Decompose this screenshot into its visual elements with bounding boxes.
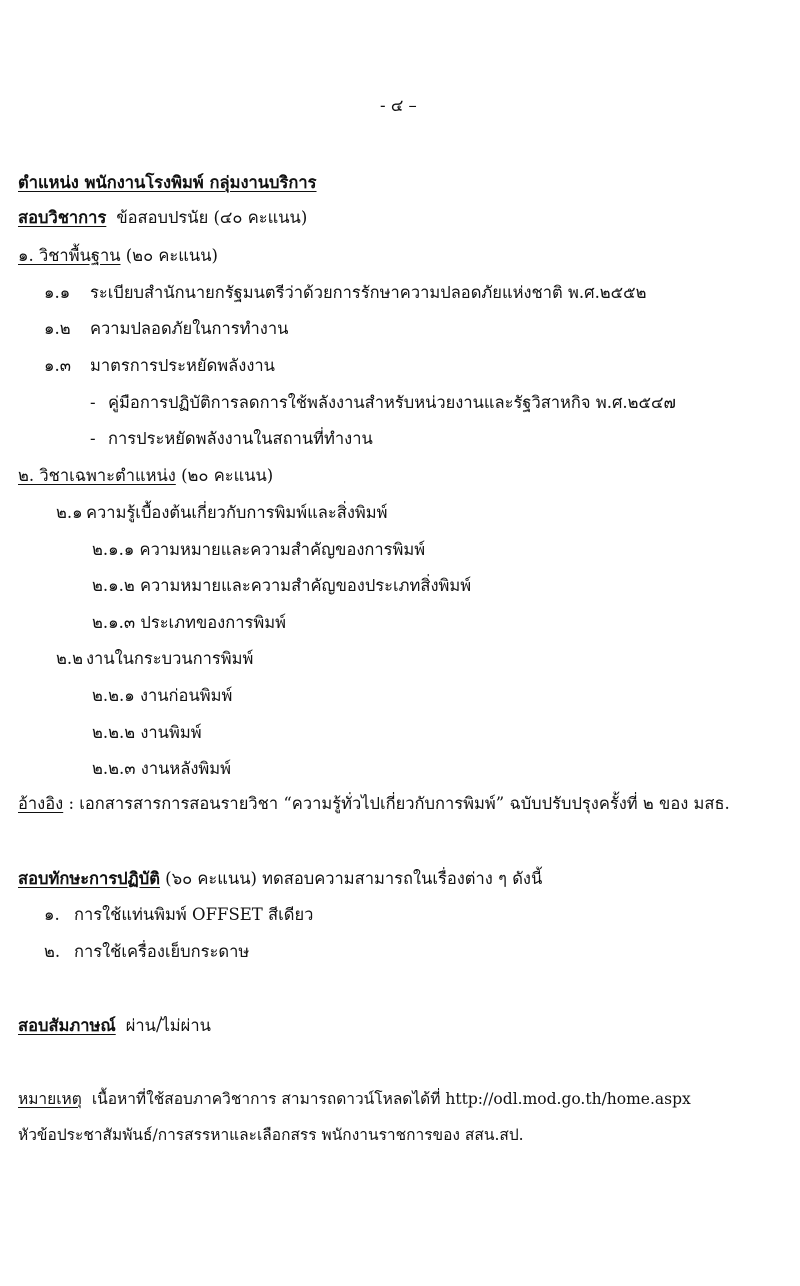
reference-line	[18, 793, 730, 815]
interview-line	[18, 1015, 211, 1037]
note-line-2: หัวข้อประชาสัมพันธ์/การสรรหาและเลือกสรร พนักงานราชการของ สสน.สป.	[18, 1126, 524, 1144]
note-url-link[interactable]: http://odl.mod.go.th/home.aspx	[445, 1090, 691, 1108]
practical-item-1	[44, 904, 313, 926]
item-number: ๑.๓	[44, 356, 71, 375]
subitem-text: การประหยัดพลังงานในสถานที่ทำงาน	[108, 429, 373, 448]
specific-subject-points: (๒๐ คะแนน)	[181, 466, 274, 485]
specific-group-2-item-3: ๒.๒.๓ งานหลังพิมพ์	[92, 759, 232, 778]
group-number: ๒.๑	[56, 503, 83, 522]
note-label: หมายเหตุ	[18, 1090, 82, 1108]
specific-group-1-item-3: ๒.๑.๓ ประเภทของการพิมพ์	[92, 613, 286, 632]
bullet-dash: -	[90, 429, 96, 448]
interview-label: สอบสัมภาษณ์	[18, 1016, 116, 1035]
position-title: ตำแหน่ง พนักงานโรงพิมพ์ กลุ่มงานบริการ	[18, 173, 317, 192]
basic-item-1	[44, 282, 647, 304]
reference-label: อ้างอิง	[18, 794, 64, 813]
academic-exam-detail: ข้อสอบปรนัย (๔๐ คะแนน)	[116, 208, 308, 227]
specific-group-2-item-2: ๒.๒.๒ งานพิมพ์	[92, 723, 202, 742]
academic-exam-line	[18, 207, 307, 229]
item-number: ๒.	[44, 942, 61, 961]
specific-group-2-item-1: ๒.๒.๑ งานก่อนพิมพ์	[92, 686, 233, 705]
page-number: - ๔ –	[380, 96, 417, 115]
item-text: ระเบียบสำนักนายกรัฐมนตรีว่าด้วยการรักษาความปลอดภัยแห่งชาติ พ.ศ.๒๕๕๒	[90, 283, 647, 302]
item-text: มาตรการประหยัดพลังงาน	[90, 356, 275, 375]
practical-exam-line	[18, 868, 542, 890]
interview-detail: ผ่าน/ไม่ผ่าน	[125, 1016, 211, 1035]
specific-group-2	[56, 648, 253, 670]
group-number: ๒.๒	[56, 649, 83, 668]
item-text: การใช้แท่นพิมพ์ OFFSET สีเดียว	[74, 905, 314, 924]
note-line-1	[18, 1088, 691, 1110]
practical-exam-label: สอบทักษะการปฏิบัติ	[18, 869, 160, 888]
specific-subject-label: ๒. วิชาเฉพาะตำแหน่ง	[18, 466, 176, 485]
basic-item-2	[44, 318, 288, 340]
group-text: งานในกระบวนการพิมพ์	[86, 649, 254, 668]
specific-group-1	[56, 502, 388, 524]
group-text: ความรู้เบื้องต้นเกี่ยวกับการพิมพ์และสิ่งพิมพ์	[86, 503, 388, 522]
bullet-dash: -	[90, 393, 96, 412]
item-text: การใช้เครื่องเย็บกระดาษ	[74, 942, 250, 961]
academic-exam-label: สอบวิชาการ	[18, 208, 107, 227]
reference-text: : เอกสารสารการสอนรายวิชา “ความรู้ทั่วไปเกี่ยวกับการพิมพ์” ฉบับปรับปรุงครั้งที่ ๒ ของ มสธ.	[68, 794, 730, 813]
specific-group-1-item-2: ๒.๑.๒ ความหมายและความสำคัญของประเภทสิ่งพิมพ์	[92, 576, 472, 595]
specific-group-1-item-1: ๒.๑.๑ ความหมายและความสำคัญของการพิมพ์	[92, 540, 426, 559]
item-number: ๑.๒	[44, 319, 71, 338]
specific-subject-heading	[18, 465, 273, 487]
item-text: ความปลอดภัยในการทำงาน	[90, 319, 289, 338]
subitem-text: คู่มือการปฏิบัติการลดการใช้พลังงานสำหรับหน่วยงานและรัฐวิสาหกิจ พ.ศ.๒๕๔๗	[108, 393, 676, 412]
basic-subject-heading	[18, 245, 218, 267]
basic-subject-points: (๒๐ คะแนน)	[125, 246, 218, 265]
basic-subitem-2	[90, 428, 373, 450]
practical-exam-detail: (๖๐ คะแนน) ทดสอบความสามารถในเรื่องต่าง ๆ ดังนี้	[165, 869, 543, 888]
item-number: ๑.๑	[44, 283, 71, 302]
note-text: เนื้อหาที่ใช้สอบภาควิชาการ สามารถดาวน์โหลดได้ที่	[91, 1090, 441, 1108]
basic-subitem-1	[90, 392, 676, 414]
basic-item-3	[44, 355, 275, 377]
basic-subject-label: ๑. วิชาพื้นฐาน	[18, 246, 121, 265]
item-number: ๑.	[44, 905, 60, 924]
practical-item-2	[44, 941, 249, 963]
